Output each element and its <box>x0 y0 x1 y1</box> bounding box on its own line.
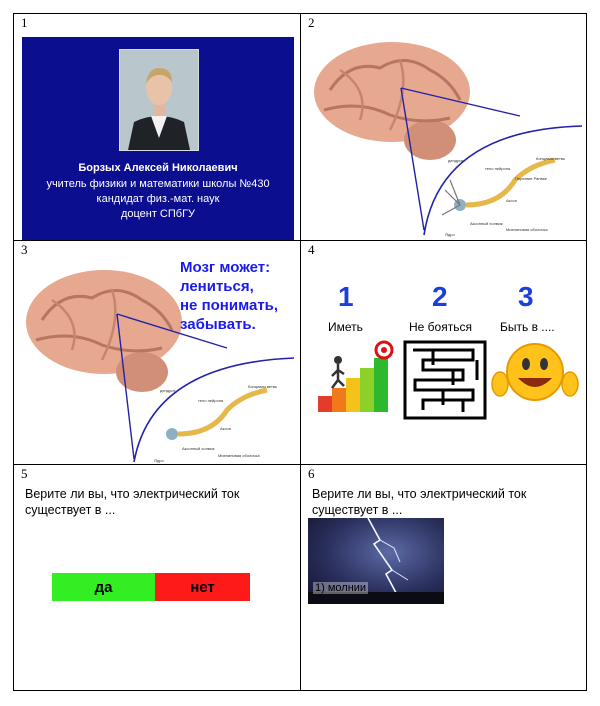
step-number-2: 2 <box>432 281 448 312</box>
svg-text:Миелиновая оболочка: Миелиновая оболочка <box>506 227 548 232</box>
step-number-1: 1 <box>338 281 354 312</box>
svg-text:Ядро: Ядро <box>445 232 455 237</box>
step-label-1: Иметь <box>328 320 363 334</box>
svg-text:дендрит: дендрит <box>448 158 464 163</box>
question-5: Верите ли вы, что электрический ток существует в ... <box>25 487 240 517</box>
brain-can-text <box>180 258 290 334</box>
table-divider-vertical <box>300 13 301 691</box>
svg-text:Миелиновая оболочка: Миелиновая оболочка <box>218 453 260 458</box>
teacher-degree: кандидат физ.-мат. наук <box>96 193 220 205</box>
brain-can-line-1: Мозг может: <box>180 259 271 276</box>
smiley-thumbs-up-icon <box>490 340 580 406</box>
svg-text:Ядро: Ядро <box>154 458 164 463</box>
brain-can-line-2: лениться, <box>180 278 254 295</box>
svg-text:Концевая ветвь: Концевая ветвь <box>248 384 278 389</box>
portrait-photo <box>119 49 199 151</box>
maze-icon <box>403 340 487 420</box>
svg-text:Перехват Ранвье: Перехват Ранвье <box>515 176 548 181</box>
teacher-name: Борзых Алексей Николаевич <box>78 162 238 174</box>
teacher-position: учитель физики и математики школы №430 <box>46 178 270 190</box>
svg-text:Аксонный холмик: Аксонный холмик <box>470 221 503 226</box>
brain-neuron-image <box>310 30 582 240</box>
yes-no-bar <box>52 573 250 601</box>
cell-number-5: 5 <box>21 466 28 481</box>
svg-text:дендрит: дендрит <box>160 388 176 393</box>
svg-text:тело нейрона: тело нейрона <box>198 398 224 403</box>
cell-number-3: 3 <box>21 242 28 257</box>
table-divider-row1 <box>13 240 587 241</box>
yes-button[interactable]: да <box>52 573 155 601</box>
step-number-3: 3 <box>518 281 534 312</box>
cell-number-6: 6 <box>308 466 315 481</box>
lightning-photo <box>308 518 444 604</box>
table-divider-row2 <box>13 464 587 465</box>
step-label-2: Не бояться <box>409 320 472 334</box>
cell-number-4: 4 <box>308 242 315 257</box>
svg-text:Концевая ветвь: Концевая ветвь <box>536 156 566 161</box>
brain-can-line-3: не понимать, <box>180 297 279 314</box>
cell-number-2: 2 <box>308 15 315 30</box>
question-6: Верите ли вы, что электрический ток существует в ... <box>312 487 527 517</box>
no-button[interactable]: нет <box>155 573 250 601</box>
svg-text:Аксон: Аксон <box>220 426 231 431</box>
svg-text:тело нейрона: тело нейрона <box>485 166 511 171</box>
stairs-target-icon <box>314 340 398 416</box>
svg-text:Аксон: Аксон <box>506 198 517 203</box>
step-label-3: Быть в .... <box>500 320 555 334</box>
teacher-title: доцент СПбГУ <box>120 208 196 220</box>
cell-number-1: 1 <box>21 15 28 30</box>
lightning-caption: 1) молнии <box>315 582 367 594</box>
svg-text:Аксонный холмик: Аксонный холмик <box>182 446 215 451</box>
slide-1-title <box>22 37 294 240</box>
brain-can-line-4: забывать. <box>180 316 256 333</box>
